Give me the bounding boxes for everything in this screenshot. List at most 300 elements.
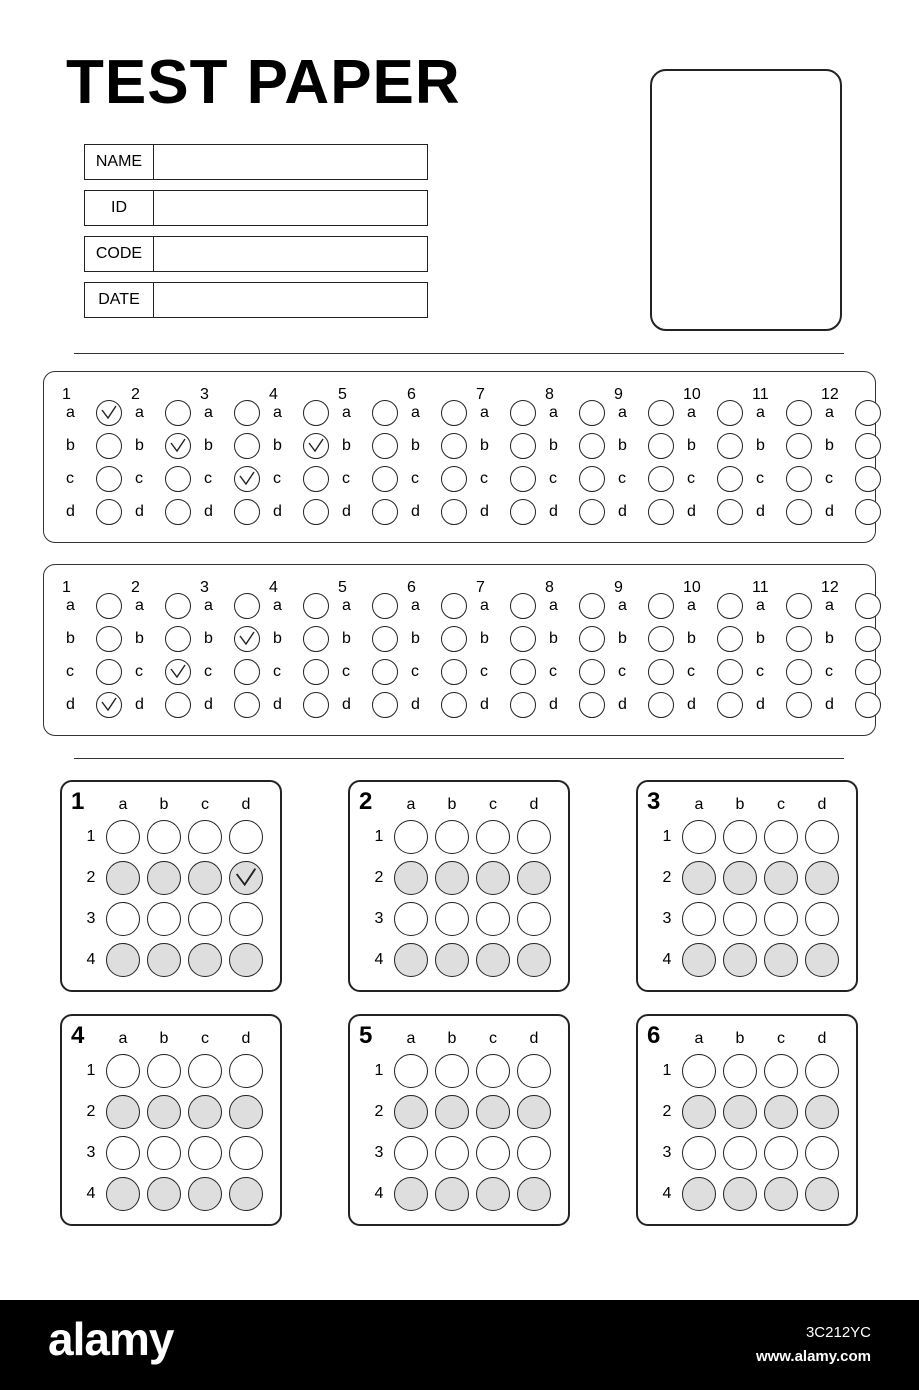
answer-bubble[interactable] [234,400,260,426]
grid-bubble[interactable] [147,1095,181,1129]
grid-bubble[interactable] [394,1095,428,1129]
grid-bubble[interactable] [764,861,798,895]
column-letter: a [118,796,128,813]
grid-bubble[interactable] [764,1177,798,1211]
answer-bubble[interactable] [510,626,536,652]
column-letter: d [529,1030,539,1047]
grid-bubble[interactable] [682,820,716,854]
grid-bubble[interactable] [682,1177,716,1211]
answer-bubble[interactable] [372,433,398,459]
grid-bubble[interactable] [229,1054,263,1088]
grid-bubble[interactable] [188,820,222,854]
answer-bubble[interactable] [648,659,674,685]
option-letter: a [204,404,213,421]
answer-bubble[interactable] [855,692,881,718]
option-letter: b [411,437,420,454]
answer-bubble[interactable] [717,692,743,718]
grid-bubble[interactable] [106,1177,140,1211]
grid-bubble[interactable] [188,943,222,977]
answer-bubble[interactable] [234,466,260,492]
answer-bubble[interactable] [303,466,329,492]
answer-bubble[interactable] [648,626,674,652]
answer-bubble[interactable] [96,692,122,718]
answer-bubble[interactable] [510,499,536,525]
column-letter: c [777,796,785,813]
card-number: 3 [647,788,661,815]
grid-bubble[interactable] [476,1177,510,1211]
grid-bubble[interactable] [723,820,757,854]
option-letter: d [273,696,282,713]
answer-bubble[interactable] [303,400,329,426]
grid-bubble[interactable] [394,861,428,895]
answer-sheet-1 [43,371,876,543]
answer-bubble[interactable] [441,659,467,685]
grid-bubble[interactable] [476,820,510,854]
answer-bubble[interactable] [786,626,812,652]
grid-bubble[interactable] [476,943,510,977]
grid-card-1 [60,780,282,992]
grid-bubble[interactable] [435,943,469,977]
answer-bubble[interactable] [648,433,674,459]
column-letter: b [735,1030,745,1047]
answer-bubble[interactable] [579,626,605,652]
grid-bubble[interactable] [764,820,798,854]
row-number: 2 [662,1103,672,1120]
grid-bubble[interactable] [106,1095,140,1129]
answer-bubble[interactable] [303,499,329,525]
answer-bubble[interactable] [786,659,812,685]
option-letter: b [66,437,75,454]
option-letter: a [687,597,696,614]
option-letter: a [204,597,213,614]
column-letter: c [201,796,209,813]
row-number: 3 [86,1144,96,1161]
grid-bubble[interactable] [764,1054,798,1088]
grid-bubble[interactable] [476,1095,510,1129]
option-letter: a [618,597,627,614]
option-letter: b [825,437,834,454]
grid-bubble[interactable] [764,943,798,977]
grid-bubble[interactable] [764,902,798,936]
grid-bubble[interactable] [517,1095,551,1129]
grid-bubble[interactable] [147,943,181,977]
question-number: 1 [62,579,71,596]
answer-bubble[interactable] [648,400,674,426]
answer-bubble[interactable] [441,626,467,652]
row-number: 1 [86,1062,96,1079]
grid-bubble[interactable] [517,902,551,936]
question-number: 4 [269,579,278,596]
code-input[interactable] [154,237,427,271]
option-letter: d [480,503,489,520]
option-letter: b [549,437,558,454]
grid-bubble[interactable] [188,1177,222,1211]
option-letter: c [135,470,143,487]
answer-bubble[interactable] [579,499,605,525]
grid-bubble[interactable] [435,820,469,854]
grid-bubble[interactable] [805,902,839,936]
option-letter: c [66,663,74,680]
grid-bubble[interactable] [394,820,428,854]
grid-bubble[interactable] [106,1054,140,1088]
checkmark-icon [235,627,259,651]
option-letter: d [66,503,75,520]
grid-bubble[interactable] [435,1177,469,1211]
answer-bubble[interactable] [855,659,881,685]
option-letter: c [756,470,764,487]
grid-bubble[interactable] [805,820,839,854]
answer-bubble[interactable] [234,433,260,459]
answer-bubble[interactable] [96,400,122,426]
answer-bubble[interactable] [234,626,260,652]
page-title: TEST PAPER [66,48,461,117]
grid-bubble[interactable] [476,861,510,895]
answer-bubble[interactable] [165,400,191,426]
option-letter: a [342,597,351,614]
card-number: 4 [71,1022,85,1049]
option-letter: d [411,696,420,713]
option-letter: b [618,437,627,454]
grid-bubble[interactable] [147,1177,181,1211]
answer-bubble[interactable] [579,593,605,619]
option-letter: d [204,696,213,713]
option-letter: d [825,503,834,520]
answer-bubble[interactable] [510,692,536,718]
answer-bubble[interactable] [303,593,329,619]
question-number: 3 [200,386,209,403]
answer-bubble[interactable] [786,466,812,492]
answer-bubble[interactable] [510,466,536,492]
grid-bubble[interactable] [188,1095,222,1129]
grid-bubble[interactable] [106,902,140,936]
grid-bubble[interactable] [517,943,551,977]
answer-bubble[interactable] [303,433,329,459]
answer-bubble[interactable] [786,400,812,426]
grid-bubble[interactable] [764,1095,798,1129]
answer-bubble[interactable] [372,400,398,426]
grid-bubble[interactable] [435,1054,469,1088]
grid-bubble[interactable] [188,902,222,936]
option-letter: d [342,696,351,713]
option-letter: b [273,630,282,647]
row-number: 4 [86,1185,96,1202]
option-letter: c [825,470,833,487]
grid-bubble[interactable] [229,1136,263,1170]
option-letter: c [342,470,350,487]
column-letter: c [489,796,497,813]
name-field-label: NAME [85,145,154,179]
column-letter: a [406,1030,416,1047]
option-letter: a [687,404,696,421]
answer-bubble[interactable] [441,400,467,426]
grid-bubble[interactable] [394,1054,428,1088]
answer-bubble[interactable] [579,433,605,459]
answer-bubble[interactable] [579,400,605,426]
question-number: 6 [407,386,416,403]
option-letter: b [549,630,558,647]
answer-bubble[interactable] [372,659,398,685]
option-letter: a [825,597,834,614]
answer-bubble[interactable] [441,692,467,718]
answer-bubble[interactable] [165,692,191,718]
grid-bubble[interactable] [188,861,222,895]
answer-bubble[interactable] [441,499,467,525]
option-letter: c [618,663,626,680]
answer-bubble[interactable] [855,400,881,426]
answer-bubble[interactable] [96,593,122,619]
option-letter: a [480,404,489,421]
answer-bubble[interactable] [855,626,881,652]
answer-bubble[interactable] [648,692,674,718]
option-letter: d [204,503,213,520]
grid-bubble[interactable] [805,1136,839,1170]
answer-bubble[interactable] [96,499,122,525]
grid-bubble[interactable] [435,1136,469,1170]
grid-bubble[interactable] [476,1054,510,1088]
answer-bubble[interactable] [579,659,605,685]
question-number: 7 [476,579,485,596]
grid-bubble[interactable] [682,1054,716,1088]
checkmark-icon [304,434,328,458]
row-number: 1 [374,828,384,845]
card-number: 6 [647,1022,661,1049]
grid-bubble[interactable] [435,902,469,936]
grid-bubble[interactable] [764,1136,798,1170]
row-number: 1 [374,1062,384,1079]
grid-bubble[interactable] [394,902,428,936]
question-number: 12 [821,386,839,403]
column-letter: a [118,1030,128,1047]
question-number: 11 [752,386,769,403]
grid-bubble[interactable] [188,1054,222,1088]
grid-bubble[interactable] [476,1136,510,1170]
grid-bubble[interactable] [147,1054,181,1088]
id-field[interactable] [84,190,428,226]
answer-bubble[interactable] [441,433,467,459]
answer-bubble[interactable] [441,593,467,619]
option-letter: b [66,630,75,647]
question-number: 12 [821,579,839,596]
grid-bubble[interactable] [229,1177,263,1211]
watermark-footer [0,1300,919,1390]
option-letter: a [825,404,834,421]
answer-bubble[interactable] [648,499,674,525]
date-field[interactable] [84,282,428,318]
option-letter: a [273,597,282,614]
answer-sheet-2 [43,564,876,736]
answer-bubble[interactable] [786,499,812,525]
answer-bubble[interactable] [96,433,122,459]
answer-bubble[interactable] [372,692,398,718]
option-letter: d [687,696,696,713]
grid-bubble[interactable] [805,1177,839,1211]
option-letter: a [618,404,627,421]
grid-bubble[interactable] [147,902,181,936]
grid-bubble[interactable] [682,902,716,936]
divider-bottom [74,758,844,759]
grid-bubble[interactable] [805,943,839,977]
answer-bubble[interactable] [855,593,881,619]
name-input[interactable] [154,145,427,179]
answer-bubble[interactable] [510,593,536,619]
answer-bubble[interactable] [579,466,605,492]
grid-bubble[interactable] [147,1136,181,1170]
grid-bubble[interactable] [682,943,716,977]
code-field[interactable] [84,236,428,272]
option-letter: b [756,437,765,454]
option-letter: c [204,663,212,680]
answer-bubble[interactable] [165,626,191,652]
answer-bubble[interactable] [855,499,881,525]
grid-bubble[interactable] [517,1177,551,1211]
grid-bubble[interactable] [723,902,757,936]
grid-bubble[interactable] [106,820,140,854]
answer-bubble[interactable] [234,659,260,685]
column-letter: b [447,796,457,813]
answer-bubble[interactable] [96,466,122,492]
column-letter: d [241,1030,251,1047]
grid-bubble[interactable] [106,943,140,977]
option-letter: a [549,404,558,421]
option-letter: c [825,663,833,680]
grid-bubble[interactable] [435,861,469,895]
grid-bubble[interactable] [229,820,263,854]
grid-bubble[interactable] [723,1177,757,1211]
answer-bubble[interactable] [303,692,329,718]
grid-bubble[interactable] [517,1054,551,1088]
grid-bubble[interactable] [517,861,551,895]
answer-bubble[interactable] [165,433,191,459]
answer-bubble[interactable] [510,400,536,426]
question-number: 1 [62,386,71,403]
question-number: 10 [683,579,701,596]
alamy-logo: alamy [48,1313,174,1365]
grid-bubble[interactable] [805,861,839,895]
question-number: 7 [476,386,485,403]
grid-bubble[interactable] [517,820,551,854]
answer-bubble[interactable] [303,659,329,685]
grid-bubble[interactable] [476,902,510,936]
grid-bubble[interactable] [229,861,263,895]
answer-bubble[interactable] [96,626,122,652]
answer-bubble[interactable] [510,433,536,459]
date-field-label: DATE [85,283,154,317]
checkmark-icon [166,660,190,684]
grid-bubble[interactable] [188,1136,222,1170]
answer-bubble[interactable] [717,593,743,619]
photo-box[interactable] [650,69,842,331]
answer-bubble[interactable] [717,400,743,426]
answer-bubble[interactable] [234,499,260,525]
answer-bubble[interactable] [165,499,191,525]
answer-bubble[interactable] [234,692,260,718]
grid-bubble[interactable] [723,861,757,895]
row-number: 3 [662,1144,672,1161]
option-letter: b [825,630,834,647]
grid-bubble[interactable] [682,861,716,895]
grid-bubble[interactable] [517,1136,551,1170]
answer-bubble[interactable] [579,692,605,718]
answer-bubble[interactable] [165,466,191,492]
grid-bubble[interactable] [229,1095,263,1129]
answer-bubble[interactable] [717,499,743,525]
answer-bubble[interactable] [441,466,467,492]
answer-bubble[interactable] [786,433,812,459]
column-letter: d [529,796,539,813]
grid-bubble[interactable] [106,1136,140,1170]
row-number: 1 [86,828,96,845]
option-letter: c [480,663,488,680]
grid-bubble[interactable] [394,1177,428,1211]
answer-bubble[interactable] [786,593,812,619]
grid-bubble[interactable] [147,820,181,854]
answer-bubble[interactable] [648,466,674,492]
answer-bubble[interactable] [372,499,398,525]
name-field[interactable] [84,144,428,180]
answer-bubble[interactable] [717,626,743,652]
answer-bubble[interactable] [234,593,260,619]
grid-bubble[interactable] [723,1095,757,1129]
answer-bubble[interactable] [717,433,743,459]
grid-bubble[interactable] [435,1095,469,1129]
option-letter: b [411,630,420,647]
row-number: 3 [374,1144,384,1161]
grid-bubble[interactable] [805,1054,839,1088]
option-letter: b [618,630,627,647]
column-letter: d [817,1030,827,1047]
answer-bubble[interactable] [717,466,743,492]
option-letter: d [411,503,420,520]
grid-bubble[interactable] [229,943,263,977]
answer-bubble[interactable] [303,626,329,652]
grid-bubble[interactable] [805,1095,839,1129]
grid-bubble[interactable] [229,902,263,936]
option-letter: d [756,503,765,520]
grid-bubble[interactable] [723,943,757,977]
answer-bubble[interactable] [372,593,398,619]
answer-bubble[interactable] [165,659,191,685]
option-letter: a [549,597,558,614]
option-letter: a [480,597,489,614]
grid-bubble[interactable] [682,1136,716,1170]
answer-bubble[interactable] [96,659,122,685]
id-input[interactable] [154,191,427,225]
grid-bubble[interactable] [682,1095,716,1129]
grid-bubble[interactable] [394,943,428,977]
grid-bubble[interactable] [723,1136,757,1170]
answer-bubble[interactable] [372,626,398,652]
answer-bubble[interactable] [855,433,881,459]
answer-bubble[interactable] [648,593,674,619]
answer-bubble[interactable] [786,692,812,718]
answer-bubble[interactable] [510,659,536,685]
grid-bubble[interactable] [147,861,181,895]
option-letter: c [618,470,626,487]
grid-bubble[interactable] [106,861,140,895]
date-input[interactable] [154,283,427,317]
row-number: 2 [662,869,672,886]
option-letter: c [687,470,695,487]
answer-bubble[interactable] [717,659,743,685]
question-number: 8 [545,579,554,596]
column-letter: a [406,796,416,813]
answer-bubble[interactable] [372,466,398,492]
answer-bubble[interactable] [855,466,881,492]
answer-bubble[interactable] [165,593,191,619]
row-number: 1 [662,828,672,845]
grid-bubble[interactable] [394,1136,428,1170]
grid-bubble[interactable] [723,1054,757,1088]
